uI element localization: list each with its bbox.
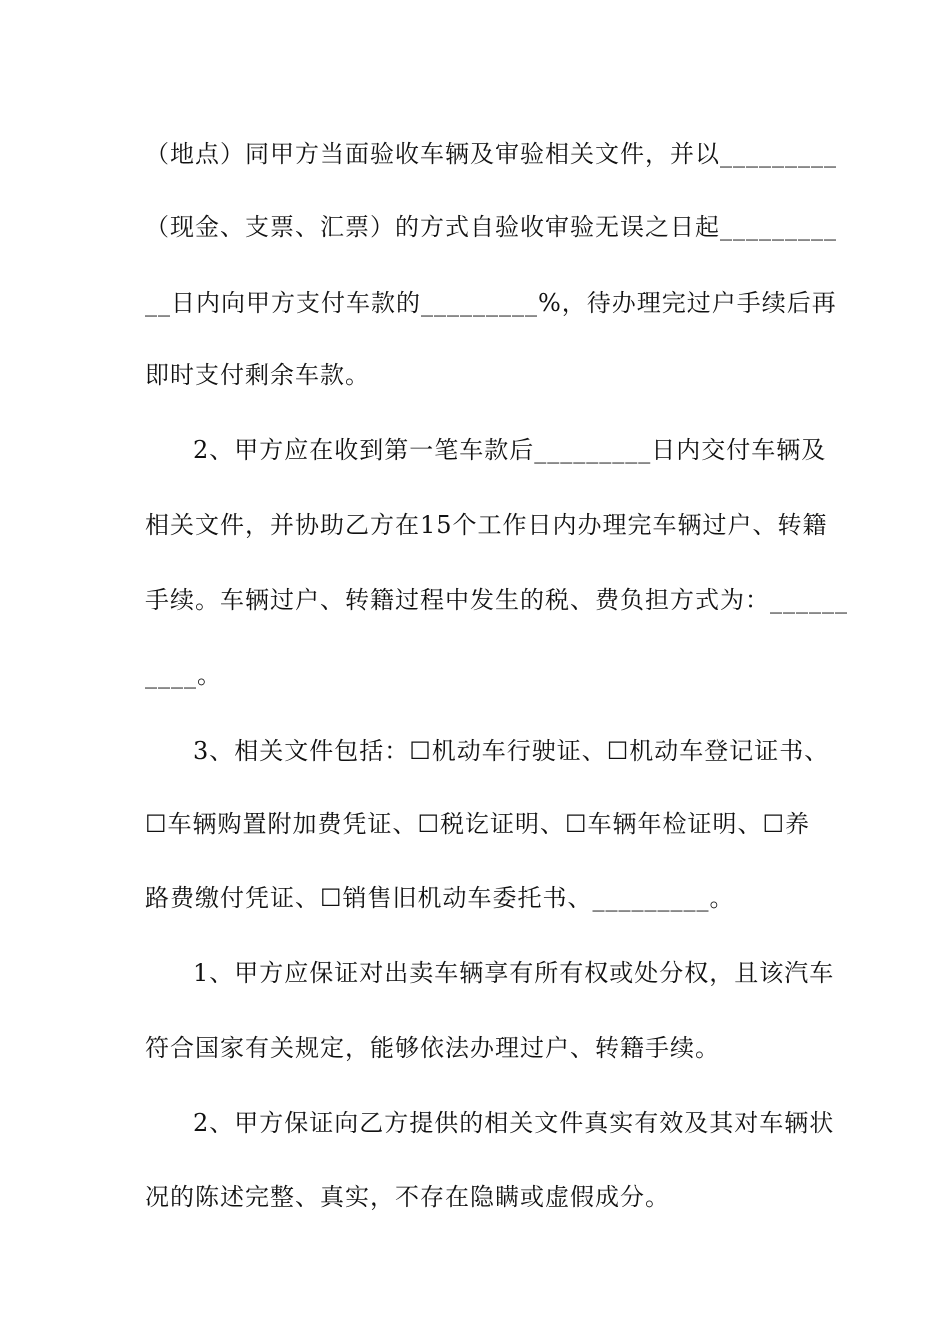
text-line-1: （地点）同甲方当面验收车辆及审验相关文件，并以_________ [145,140,837,168]
text-line-11: 路费缴付凭证、☐销售旧机动车委托书、_________。 [145,884,735,912]
text-line-10: ☐车辆购置附加费凭证、☐税讫证明、☐车辆年检证明、☐养 [145,810,811,838]
text-line-6: 相关文件，并协助乙方在15个工作日内办理完车辆过户、转籍 [145,511,828,539]
text-line-14: 2、甲方保证向乙方提供的相关文件真实有效及其对车辆状 [193,1109,835,1137]
text-line-7: 手续。车辆过户、转籍过程中发生的税、费负担方式为：______ [145,586,848,614]
text-line-4: 即时支付剩余车款。 [145,361,370,389]
text-line-5: 2、甲方应在收到第一笔车款后_________日内交付车辆及 [193,436,827,464]
text-line-12: 1、甲方应保证对出卖车辆享有所有权或处分权，且该汽车 [193,959,835,987]
text-line-2: （现金、支票、汇票）的方式自验收审验无误之日起_________ [145,213,837,241]
text-line-3: __日内向甲方支付车款的_________%，待办理完过户手续后再 [145,289,837,317]
text-line-13: 符合国家有关规定，能够依法办理过户、转籍手续。 [145,1034,720,1062]
text-line-15: 况的陈述完整、真实，不存在隐瞒或虚假成分。 [145,1183,670,1211]
text-line-9: 3、相关文件包括：☐机动车行驶证、☐机动车登记证书、 [193,737,830,765]
text-line-8: ____。 [145,661,222,689]
